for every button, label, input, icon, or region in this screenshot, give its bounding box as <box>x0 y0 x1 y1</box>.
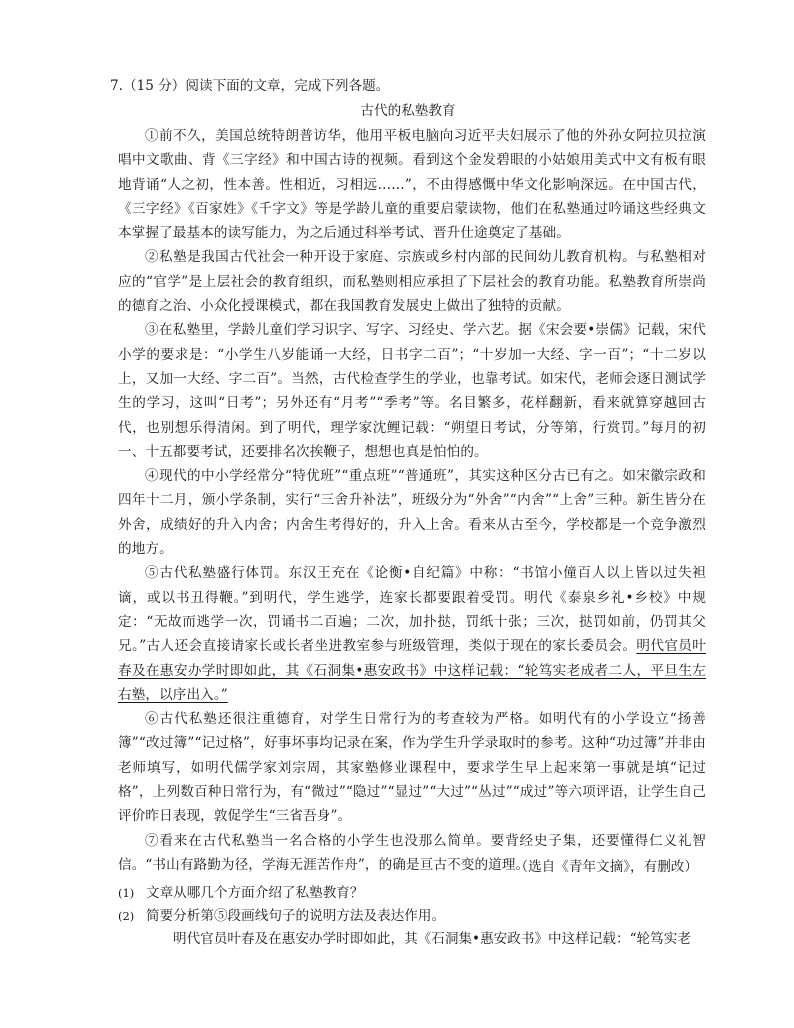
question-instruction: 阅读下面的文章，完成下列各题。 <box>185 78 390 94</box>
paragraph-4: ④现代的中小学经常分“特优班”“重点班”“普通班”，其实这种区分古已有之。如宋徽宗政和四年十二月，颁小学条制，实行“三舍升补法”，班级分为“外舍”“内舍”“上舍”三种。新生皆分在外舍，成绩好的升入内舍；内舍生考得好的，升入上舍。看来从古至今，学校都是一个竞争激烈的地方。 <box>118 468 706 558</box>
sub-question-1 <box>118 883 364 903</box>
sub-question-1-number: (1) <box>118 886 135 900</box>
question-header <box>110 76 389 96</box>
paragraph-5-text: ⑤古代私塾盛行体罚。东汉王充在《论衡•自纪篇》中称：“书馆小僮百人以上皆以过失袒谪，或以书丑得鞭。”到明代，学生逃学，连家长都要跟着受罚。明代《泰泉乡礼•乡校》中规定：“无故而逃学一次，罚诵书二百遍；二次，加扑挞，罚纸十张；三次，挞罚如前，仍罚其父兄。”古人还会直接请家长或长者坐进教室参与班级管理，类似于现在的家长委员会。 <box>118 565 706 655</box>
answer-line: 明代官员叶春及在惠安办学时即如此，其《石洞集•惠安政书》中这样记载：“轮笃实老 <box>173 931 691 947</box>
question-number: 7. <box>110 78 123 94</box>
sub-question-2 <box>118 906 445 926</box>
article-title: 古代的私塾教育 <box>360 103 456 119</box>
paragraph-6: ⑥古代私塾还很注重德育，对学生日常行为的考查较为严格。如明代有的小学设立“扬善簿”“改过簿”“记过格”，好事坏事均记录在案，作为学生升学录取时的参考。这种“功过簿”并非由老师填写，如明代儒学家刘宗周，其家塾修业课程中，要求学生早上起来第一事就是填“记过格”，上列数百种日常行为，有“微过”“隐过”“显过”“大过”“丛过”“成过”等六项评语，让学生自己评价昨日表现，敦促学生“三省吾身”。 <box>118 711 706 825</box>
sub-question-2-number: (2) <box>118 909 135 923</box>
question-score: （15 分） <box>122 78 186 94</box>
sub-question-2-text: 简要分析第⑤段画线句子的说明方法及表达作用。 <box>146 908 446 924</box>
sub-question-1-text: 文章从哪几个方面介绍了私塾教育？ <box>146 885 364 901</box>
paragraph-7: ⑦看来在古代私塾当一名合格的小学生也没那么简单。要背经史子集，还要懂得仁义礼智信。“书山有路勤为径，学海无涯苦作舟”，的确是亘古不变的道理。 <box>118 832 706 873</box>
paragraph-2: ②私塾是我国古代社会一种开设于家庭、宗族或乡村内部的民间幼儿教育机构。与私塾相对应的“官学”是上层社会的教育组织，而私塾则相应承担了下层社会的教育功能。私塾教育所崇尚的德育之治、小众化授课模式，都在我国教育发展史上做出了独特的贡献。 <box>118 249 706 315</box>
paragraph-3: ③在私塾里，学龄儿童们学习识字、写字、习经史、学六艺。据《宋会要•崇儒》记载，宋代小学的要求是：“小学生八岁能诵一大经，日书字二百”；“十岁加一大经、字一百”；“十二岁以上，又加一大经、字二百”。当然，古代检查学生的学业，也靠考试。如宋代，老师会逐日测试学生的学习，这叫“日考”；另外还有“月考”“季考”等。名目繁多，花样翻新，看来就算穿越回古代，也别想乐得清闲。到了明代，理学家沈鲤记载：“朔望日考试，分等第，行赏罚。”每月的初一、十五都要考试，还要排名次挨鞭子，想想也真是怕怕的。 <box>118 322 706 460</box>
paragraph-1: ①前不久，美国总统特朗普访华，他用平板电脑向习近平夫妇展示了他的外孙女阿拉贝拉演唱中文歌曲、背《三字经》和中国古诗的视频。看到这个金发碧眼的小姑娘用美式中文有板有眼地背诵“人之初，性本善。性相近，习相远……”，不由得感慨中华文化影响深远。在中国古代，《三字经》《百家姓》《千字文》等是学龄儿童的重要启蒙读物，他们在私塾通过吟诵这些经典文本掌握了最基本的读写能力，为之后通过科举考试、晋升仕途奠定了基础。 <box>118 128 706 242</box>
article-source: （选自《青年文摘》，有删改） <box>514 859 698 875</box>
article-body <box>118 124 706 877</box>
paragraph-5 <box>118 561 706 707</box>
underlined-sentence: 明代官员叶春及在惠安办学时即如此，其《石洞集•惠安政书》中这样记载：“轮笃实老成者二人，平旦生左右塾，以序出入。” <box>118 638 706 703</box>
